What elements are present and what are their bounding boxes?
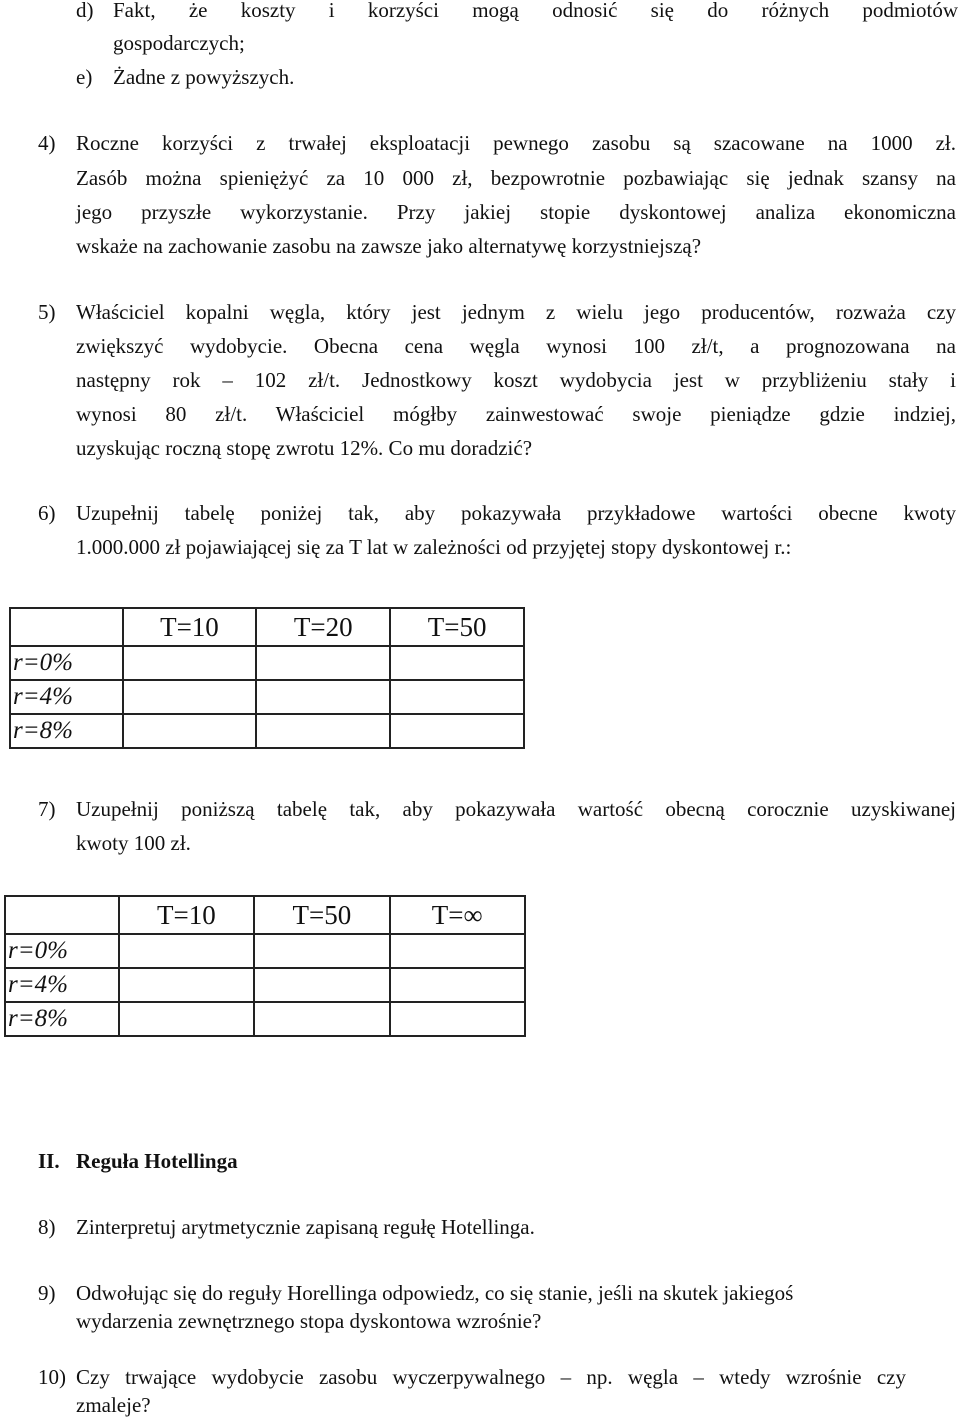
table-header-cell: T=10 bbox=[123, 608, 257, 646]
question-5-line: zwiększyć wydobycie. Obecna cena węgla wynosi 100 zł/t, a prognozowana na bbox=[76, 334, 956, 358]
question-4-number: 4) bbox=[38, 131, 56, 155]
question-8-text: Zinterpretuj arytmetycznie zapisaną regułę Hotellinga. bbox=[76, 1215, 535, 1239]
table-cell bbox=[254, 968, 389, 1002]
item-d-marker: d) bbox=[76, 0, 94, 22]
table-cell bbox=[123, 646, 257, 680]
question-6-line: 1.000.000 zł pojawiającej się za T lat w zależności od przyjętej stopy dyskontowej r.: bbox=[76, 535, 792, 559]
question-5-line: następny rok – 102 zł/t. Jednostkowy koszt wydobycia jest w przybliżeniu stały i bbox=[76, 368, 956, 392]
table-cell bbox=[390, 646, 524, 680]
question-10-line: Czy trwające wydobycie zasobu wyczerpywalnego – np. węgla – wtedy wzrośnie czy bbox=[76, 1365, 906, 1389]
table-cell bbox=[123, 680, 257, 714]
section-marker: II. bbox=[38, 1149, 60, 1173]
question-8-number: 8) bbox=[38, 1215, 56, 1239]
question-4-line: Roczne korzyści z trwałej eksploatacji pewnego zasobu są szacowane na 1000 zł. bbox=[76, 131, 956, 155]
table-header-cell: T=50 bbox=[390, 608, 524, 646]
question-10-line: zmaleje? bbox=[76, 1393, 151, 1417]
table-cell bbox=[254, 1002, 389, 1036]
table-header-cell: T=∞ bbox=[390, 896, 525, 934]
question-4-line: wskaże na zachowanie zasobu na zawsze jako alternatywę korzystniejszą? bbox=[76, 234, 702, 258]
table-row-label: r=4% bbox=[10, 680, 123, 714]
question-9-line: Odwołując się do reguły Horellinga odpowiedz, co się stanie, jeśli na skutek jakiegoś bbox=[76, 1281, 794, 1305]
question-7-line: kwoty 100 zł. bbox=[76, 831, 191, 855]
table-row-label: r=0% bbox=[5, 934, 119, 968]
question-5-line: uzyskując roczną stopę zwrotu 12%. Co mu doradzić? bbox=[76, 436, 533, 460]
table-row-label: r=8% bbox=[10, 714, 123, 748]
question-4-line: jego przyszłe wykorzystanie. Przy jakiej stopie dyskontowej analiza ekonomiczna bbox=[76, 200, 956, 224]
table-cell bbox=[256, 680, 390, 714]
table-row-label: r=0% bbox=[10, 646, 123, 680]
table-q6 bbox=[9, 607, 525, 749]
table-cell bbox=[123, 714, 257, 748]
item-d-line-2: gospodarczych; bbox=[113, 31, 245, 55]
table-cell bbox=[256, 714, 390, 748]
table-cell bbox=[390, 968, 525, 1002]
table-cell bbox=[119, 1002, 254, 1036]
question-5-number: 5) bbox=[38, 300, 56, 324]
table-cell bbox=[119, 968, 254, 1002]
table-q7 bbox=[4, 895, 526, 1037]
item-d-line-1: Fakt, że koszty i korzyści mogą odnosić się do różnych podmiotów bbox=[113, 0, 958, 22]
table-cell bbox=[390, 714, 524, 748]
table-cell bbox=[390, 934, 525, 968]
section-title: Reguła Hotellinga bbox=[76, 1149, 238, 1173]
table-corner-cell bbox=[5, 896, 119, 934]
question-6-number: 6) bbox=[38, 501, 56, 525]
question-9-number: 9) bbox=[38, 1281, 56, 1305]
question-10-number: 10) bbox=[38, 1365, 66, 1389]
item-e-marker: e) bbox=[76, 65, 93, 89]
table-cell bbox=[254, 934, 389, 968]
table-row-label: r=4% bbox=[5, 968, 119, 1002]
table-cell bbox=[119, 934, 254, 968]
question-6-line: Uzupełnij tabelę poniżej tak, aby pokazywała przykładowe wartości obecne kwoty bbox=[76, 501, 956, 525]
question-5-line: Właściciel kopalni węgla, który jest jednym z wielu jego producentów, rozważa czy bbox=[76, 300, 956, 324]
table-cell bbox=[256, 646, 390, 680]
table-row-label: r=8% bbox=[5, 1002, 119, 1036]
question-7-line: Uzupełnij poniższą tabelę tak, aby pokazywała wartość obecną corocznie uzyskiwanej bbox=[76, 797, 956, 821]
question-9-line: wydarzenia zewnętrznego stopa dyskontowa wzrośnie? bbox=[76, 1309, 542, 1333]
item-e-text: Żadne z powyższych. bbox=[113, 65, 295, 89]
question-5-line: wynosi 80 zł/t. Właściciel mógłby zainwestować swoje pieniądze gdzie indziej, bbox=[76, 402, 956, 426]
question-7-number: 7) bbox=[38, 797, 56, 821]
table-corner-cell bbox=[10, 608, 123, 646]
table-header-cell: T=20 bbox=[256, 608, 390, 646]
table-cell bbox=[390, 680, 524, 714]
table-header-cell: T=10 bbox=[119, 896, 254, 934]
question-4-line: Zasób można spieniężyć za 10 000 zł, bezpowrotnie pozbawiając się jednak szansy na bbox=[76, 166, 956, 190]
table-cell bbox=[390, 1002, 525, 1036]
table-header-cell: T=50 bbox=[254, 896, 389, 934]
